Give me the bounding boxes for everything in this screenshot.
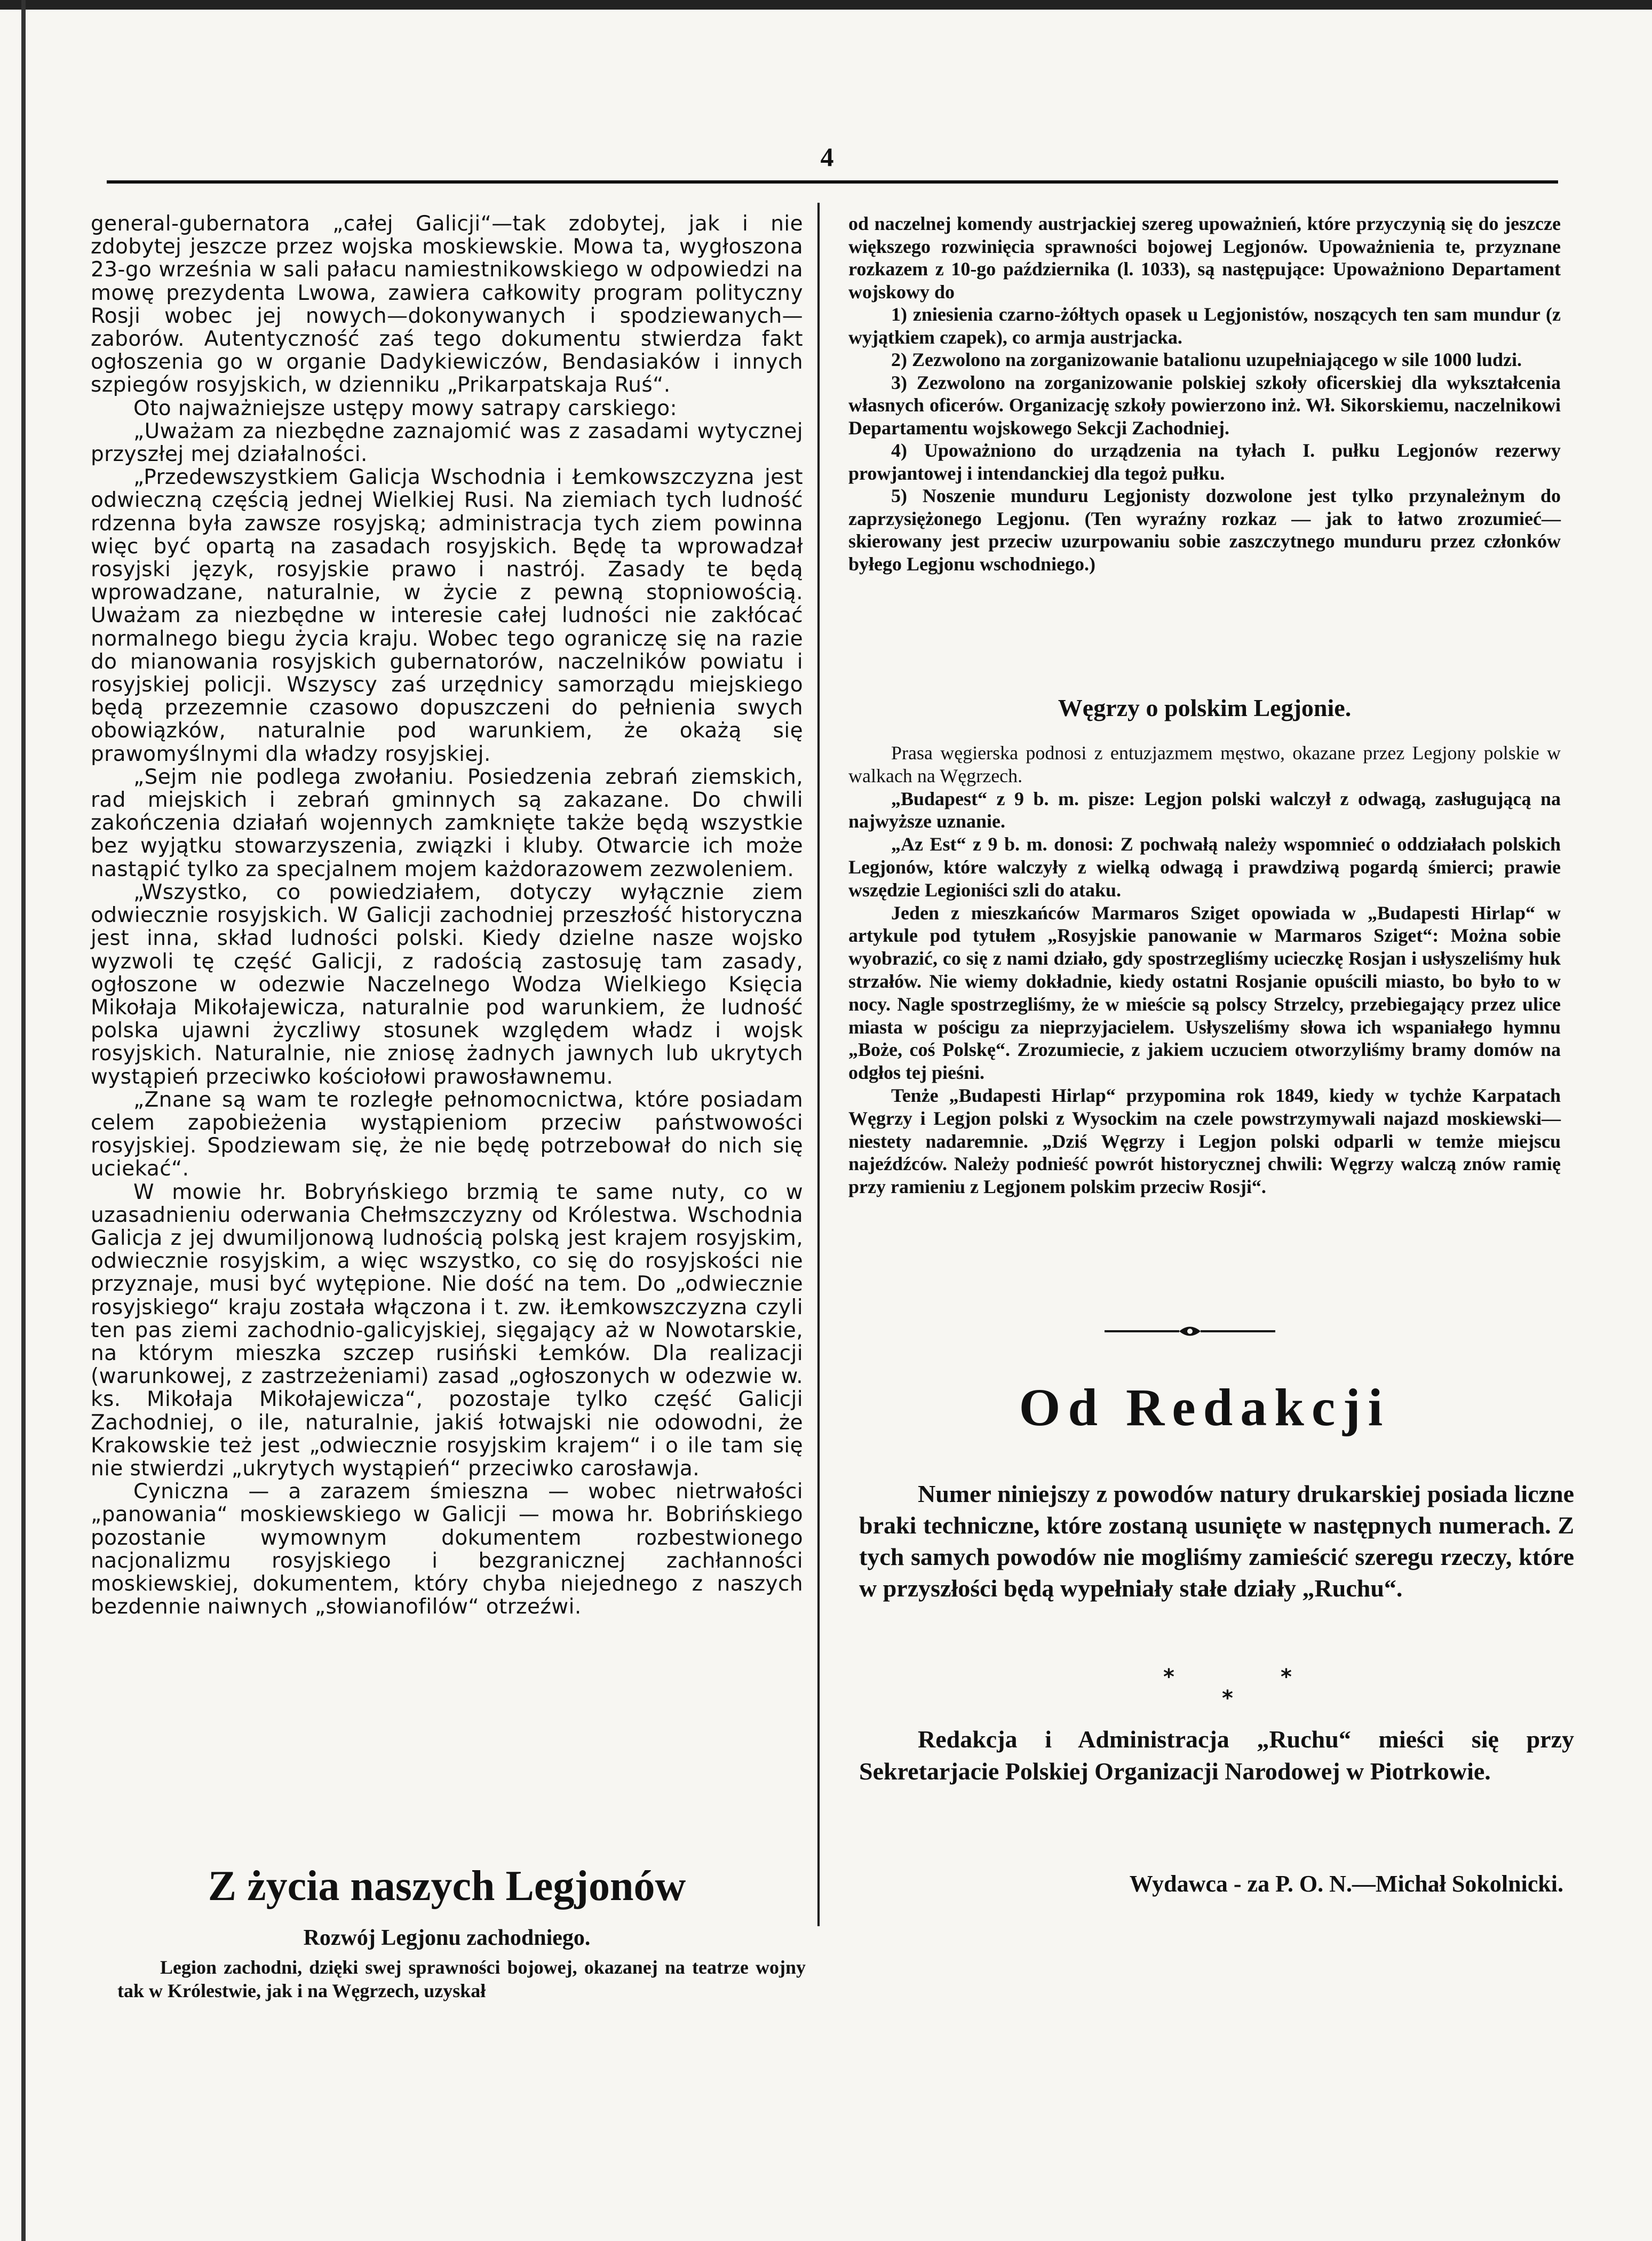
article-paragraph: Prasa węgierska podnosi z entuzjazmem męstwo, okazane przez Legjony polskie w walkach na Węgrzech.: [848, 742, 1561, 786]
editorial-heading: Od Redakcji: [1019, 1378, 1391, 1437]
article-paragraph: „Uważam za niezbędne zaznajomić was z zasadami wytycznej przyszłej mej działalności.: [91, 419, 803, 467]
administration-note: [859, 1723, 1574, 1787]
asterisk: *: [1222, 1686, 1233, 1711]
asterism: [1153, 1665, 1313, 1711]
article-paragraph: W mowie hr. Bobryńskiego brzmią te same nuty, co w uzasadnieniu oderwania Chełmszczyzny od Królestwa. Wschodnia Galicja z jej dwumiljonową ludnością polską jest krajem rosyjskim, odwiecznie rosyjskim, a więc wszystko, co się do rosyjskości nie przyznaje, musi być wytępione. Nie dość na tem. Do „odwiecznie rosyjskiego“ kraju została włączona i t. zw. iŁemkowszczyzna czyli ten pas ziemi zachodnio-galicyjskiej, sięgający aż w Nowotarskie, na którym mieszka szczep rusiński Łemków. Dla realizacji (warunkowej, z zastrzeżeniami) zasad „ogłoszonych w odezwie w. ks. Mikołaja Mikołajewicza“, pozostaje tylko część Galicji Zachodniej, o ile, naturalnie, jakiś łotwajski nie odowodni, że Krakowskie też jest „odwiecznie rosyjskim krajem“ i o ile tam się nie stwierdzi „ukrytych wystąpień“ przeciwko carosławja.: [91, 1180, 803, 1481]
asterisk: *: [1281, 1665, 1292, 1689]
left-column-article: [91, 212, 803, 1618]
article-paragraph: Numer niniejszy z powodów natury drukarskiej posiada liczne braki techniczne, które zostaną usunięte w następnych numerach. Z tych samych powodów nie mogliśmy zamieścić szeregu rzeczy, które w przyszłości będą wypełniały stałe działy „Ruchu“.: [859, 1480, 1574, 1602]
article-paragraph: Tenże „Budapesti Hirlap“ przypomina rok 1849, kiedy w tychże Karpatach Węgrzy i Legjon polski z Wysockim na czele powstrzymywali najazd moskiewski—niestety nadaremnie. „Dziś Węgrzy i Legjon polski odparli w temże miejscu najeźdźców. Należy podnieść powrót historycznej chwili: Węgrzy walczą znów ramię przy ramieniu z Legjonem polskim przeciw Rosji“.: [848, 1084, 1561, 1198]
article-paragraph: „Budapest“ z 9 b. m. pisze: Legjon polski walczył z odwagą, zasługującą na najwyższe uznanie.: [848, 788, 1561, 832]
article-paragraph: Cyniczna — a zarazem śmieszna — wobec nietrwałości „panowania“ moskiewskiego w Galicji — mowa hr. Bobrińskiego pozostanie wymownym dokumentem rozbestwionego nacjonalizmu rosyjskiego i bezgranicznej zachłanności moskiewskiej, dokumentem, który chyba niejednego z naszych bezdennie naiwnych „słowianofilów“ otrzeźwi.: [91, 1480, 803, 1619]
hungary-section-body: [848, 742, 1561, 1198]
list-item: 2) Zezwolono na zorganizowanie batalionu uzupełniającego w sile 1000 ludzi.: [891, 349, 1522, 370]
article-paragraph: Redakcja i Administracja „Ruchu“ mieści się przy Sekretarjacie Polskiej Organizacji Narodowej w Piotrkowie.: [859, 1726, 1574, 1785]
legion-section-title: Z życia naszych Legjonów: [208, 1863, 686, 1910]
legion-section-body: [117, 1956, 806, 2002]
list-item: 3) Zezwolono na zorganizowanie polskiej szkoły oficerskiej dla wykształcenia własnych oficerów. Organizację szkoły powierzono inż. Wł. Sikorskiemu, naczelnikowi Departamentu wojskowego Sekcji Zachodniej.: [848, 371, 1561, 439]
header-rule: [107, 180, 1558, 184]
article-paragraph: „Znane są wam te rozległe pełnomocnictwa, które posiadam celem zapobieżenia wystąpieniom przeciw państwowości rosyjskiej. Spodziewam się, że nie będę potrzebował do nich się uciekać“.: [91, 1087, 803, 1181]
right-column-continuation: [848, 212, 1561, 575]
list-item: 5) Noszenie munduru Legjonisty dozwolone jest tylko przynależnym do zaprzysiężonego Legjonu. (Ten wyraźny rozkaz — jak to łatwo zrozumieć—skierowany jest przeciw uzurpowaniu sobie zaszczytnego munduru przez członków byłego Legjonu wschodniego.): [848, 485, 1561, 575]
publisher-line: Wydawca - za P. O. N.—Michał Sokolnicki.: [1129, 1871, 1563, 1897]
column-divider: [817, 203, 820, 1926]
scan-edge-top: [0, 0, 1652, 10]
article-paragraph: Oto najważniejsze ustępy mowy satrapy carskiego:: [133, 396, 678, 420]
list-item: 4) Upoważniono do urządzenia na tyłach I. pułku Legjonów rezerwy prowjantowej i intendanckiej dla tegoż pułku.: [848, 440, 1561, 484]
list-item: 1) zniesienia czarno-żółtych opasek u Legjonistów, noszących ten sam mundur (z wyjątkiem czapek), co armja austrjacka.: [848, 304, 1561, 348]
article-paragraph: „Wszystko, co powiedziałem, dotyczy wyłącznie ziem odwiecznie rosyjskich. W Galicji zachodniej przeszłość historyczna jest inna, skład ludności polski. Kiedy dzielne nasze wojsko wyzwoli tę część Galicji, z radością zastosuję tam zasady, ogłoszone w odezwie Naczelnego Wodza Wielkiego Księcia Mikołaja Mikołajewicza, naturalnie pod warunkiem, że ludność polska ujawni życzliwy stosunek względem władz i wojsk rosyjskich. Naturalnie, nie zniosę żadnych jawnych lub ukrytych wystąpień przeciwko kościołowi prawosławnemu.: [91, 880, 803, 1089]
editorial-note: [859, 1478, 1574, 1604]
article-paragraph: general-gubernatora „całej Galicji“—tak zdobytej, jak i nie zdobytej jeszcze przez wojska moskiewskie. Mowa ta, wygłoszona 23-go września w sali pałacu namiestnikowskiego w odpowiedzi na mowę prezydenta Lwowa, zawiera całkowity program polityczny Rosji wobec jej nowych—dokonywanych i spodziewanych—zaborów. Autentyczność zaś tego dokumentu stwierdza fakt ogłoszenia go w organie Dadykiewiczów, Bendasiaków i innych szpiegów rosyjskich, w dzienniku „Prikarpatskaja Ruś“.: [91, 212, 803, 398]
section-divider-ornament: [1099, 1323, 1281, 1339]
article-paragraph: od naczelnej komendy austrjackiej szereg upoważnień, które przyczynią się do jeszcze większego rozwinięcia sprawności bojowej Legjonów. Upoważnienia te, przyznane rozkazem z 10-go października (l. 1033), są następujące: Upoważniono Departament wojskowy do: [848, 213, 1561, 303]
asterisk: *: [1163, 1665, 1174, 1689]
hungary-section-heading: Węgrzy o polskim Legjonie.: [1058, 694, 1352, 721]
article-paragraph: Legion zachodni, dzięki swej sprawności bojowej, okazanej na teatrze wojny tak w Królestwie, jak i na Węgrzech, uzyskał: [117, 1957, 806, 2001]
scan-edge-left: [21, 0, 26, 2241]
page-number: 4: [820, 142, 834, 172]
article-paragraph: „Sejm nie podlega zwołaniu. Posiedzenia zebrań ziemskich, rad miejskich i zebrań gminnych są zakazane. Do chwili zakończenia działań wojennych zamknięte także będą wszystkie bez wyjątku stowarzyszenia, związki i kluby. Otwarcie ich może nastąpić tylko za specjalnem mojem każdorazowem zezwoleniem.: [91, 765, 803, 881]
legion-section-subtitle: Rozwój Legjonu zachodniego.: [303, 1926, 591, 1950]
article-paragraph: „Przedewszystkiem Galicja Wschodnia i Łemkowszczyzna jest odwieczną częścią jednej Wielkiej Rusi. Na ziemiach tych ludność rdzenna była zawsze rosyjską; administracja tych ziem powinna więc być opartą na zasadach rosyjskich. Będę ta wprowadzał rosyjski język, rosyjskie prawo i nastrój. Zasady te będą wprowadzane, naturalnie, w życie z pewną stopniowością. Uważam za niezbędne w interesie całej ludności nie zakłócać normalnego biegu życia kraju. Wobec tego ograniczę się na razie do mianowania rosyjskich gubernatorów, naczelników powiatu i rosyjskiej policji. Wszyscy zaś urzędnicy samorządu miejskiego będą przezemnie czasowo dopuszczeni do pełnienia swych obowiązków, naturalnie pod warunkiem, że okażą się prawomyślnymi dla władzy rosyjskiej.: [91, 465, 803, 766]
article-paragraph: „Az Est“ z 9 b. m. donosi: Z pochwałą należy wspomnieć o oddziałach polskich Legjonów, które walczyły z wielką odwagą i prawdziwą pogardą śmierci; prawie wszędzie Legioniści szli do ataku.: [848, 833, 1561, 901]
article-paragraph: Jeden z mieszkańców Marmaros Sziget opowiada w „Budapesti Hirlap“ w artykule pod tytułem „Rosyjskie panowanie w Marmaros Sziget“: Można sobie wyobrazić, co się z nami działo, gdy spostrzegliśmy ucieczkę Rosjan i usłyszeliśmy huk strzałów. Nie wiemy dokładnie, kiedy ostatni Rosjanie opuścili miasto, bo było to w nocy. Nagle spostrzegliśmy, że w mieście są polscy Strzelcy, przebiegający przez ulice miasta w pościgu za nieprzyjacielem. Usłyszeliśmy słowa ich wspaniałego hymnu „Boże, coś Polskę“. Zrozumiecie, z jakiem uczuciem otworzyliśmy bramy domów na odgłos tej pieśni.: [848, 902, 1561, 1084]
